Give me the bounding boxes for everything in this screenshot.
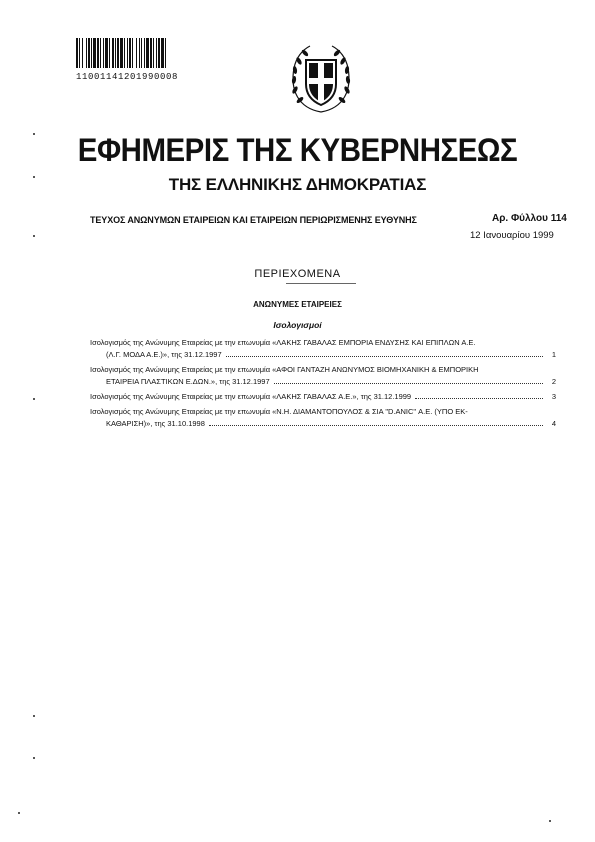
entry-text: Ισολογισμός της Ανώνυμης Εταιρείας με την επωνυμία «Ν.Η. ΔΙΑΜΑΝΤΟΠΟΥΛΟΣ & ΣΙΑ "D.ANIC" Α.Ε. (ΥΠΟ ΕΚ- xyxy=(90,407,468,416)
contents-underline xyxy=(286,283,356,284)
entry-page-number: 3 xyxy=(551,392,556,401)
issue-date: 12 Ιανουαρίου 1999 xyxy=(470,230,554,241)
scan-mark xyxy=(549,820,551,822)
issue-type: ΤΕΥΧΟΣ ΑΝΩΝΥΜΩΝ ΕΤΑΙΡΕΙΩΝ ΚΑΙ ΕΤΑΙΡΕΙΩΝ ΠΕΡΙΩΡΙΣΜΕΝΗΣ ΕΥΘΥΝΗΣ xyxy=(90,215,417,225)
entry-text: ΚΑΘΑΡΙΣΗ)», της 31.10.1998 xyxy=(106,419,205,428)
contents-entry[interactable] xyxy=(90,364,556,388)
scan-mark xyxy=(18,812,20,814)
scan-mark xyxy=(33,176,35,178)
barcode-number: 11001141201990008 xyxy=(76,72,179,82)
entry-page-number: 4 xyxy=(551,419,556,428)
entry-text: (Λ.Γ. ΜΟΔΑ Α.Ε.)», της 31.12.1997 xyxy=(106,350,222,359)
contents-entry[interactable] xyxy=(90,406,556,430)
coat-of-arms-icon xyxy=(286,42,356,116)
scan-mark xyxy=(33,133,35,135)
scan-mark xyxy=(33,715,35,717)
scan-mark xyxy=(33,398,35,400)
entry-page-number: 2 xyxy=(551,377,556,386)
entry-text: Ισολογισμός της Ανώνυμης Εταιρείας με την επωνυμία «ΛΑΚΗΣ ΓΑΒΑΛΑΣ ΕΜΠΟΡΙΑ ΕΝΔΥΣΗΣ ΚΑΙ ΕΠΙΠΛΩΝ Α.Ε. xyxy=(90,338,476,347)
section-heading: ΑΝΩΝΥΜΕΣ ΕΤΑΙΡΕΙΕΣ xyxy=(253,300,342,309)
scan-mark xyxy=(33,757,35,759)
entry-text: ΕΤΑΙΡΕΙΑ ΠΛΑΣΤΙΚΩΝ Ε.ΔΩΝ.», της 31.12.1997 xyxy=(106,377,270,386)
gazette-title: ΕΦΗΜΕΡΙΣ ΤΗΣ ΚΥΒΕΡΝΗΣΕΩΣ xyxy=(77,132,518,168)
scan-mark xyxy=(33,235,35,237)
contents-heading: ΠΕΡΙΕΧΟΜΕΝΑ xyxy=(254,268,341,280)
gazette-subtitle: ΤΗΣ ΕΛΛΗΝΙΚΗΣ ΔΗΜΟΚΡΑΤΙΑΣ xyxy=(168,175,427,194)
subsection-heading: Ισολογισμοί xyxy=(273,320,322,330)
contents-entry[interactable] xyxy=(90,337,556,361)
contents-entry[interactable] xyxy=(90,391,556,403)
entry-page-number: 1 xyxy=(551,350,556,359)
entry-text: Ισολογισμός της Ανώνυμης Εταιρείας με την επωνυμία «ΛΑΚΗΣ ΓΑΒΑΛΑΣ Α.Ε.», της 31.12.1999 xyxy=(90,392,412,401)
sheet-number: Αρ. Φύλλου 114 xyxy=(492,213,567,224)
entry-text: Ισολογισμός της Ανώνυμης Εταιρείας με την επωνυμία «ΑΦΟΙ ΓΑΝΤΑΖΗ ΑΝΩΝΥΜΟΣ ΒΙΟΜΗΧΑΝΙΚΗ & ΕΜΠΟΡΙΚΗ xyxy=(90,365,479,374)
